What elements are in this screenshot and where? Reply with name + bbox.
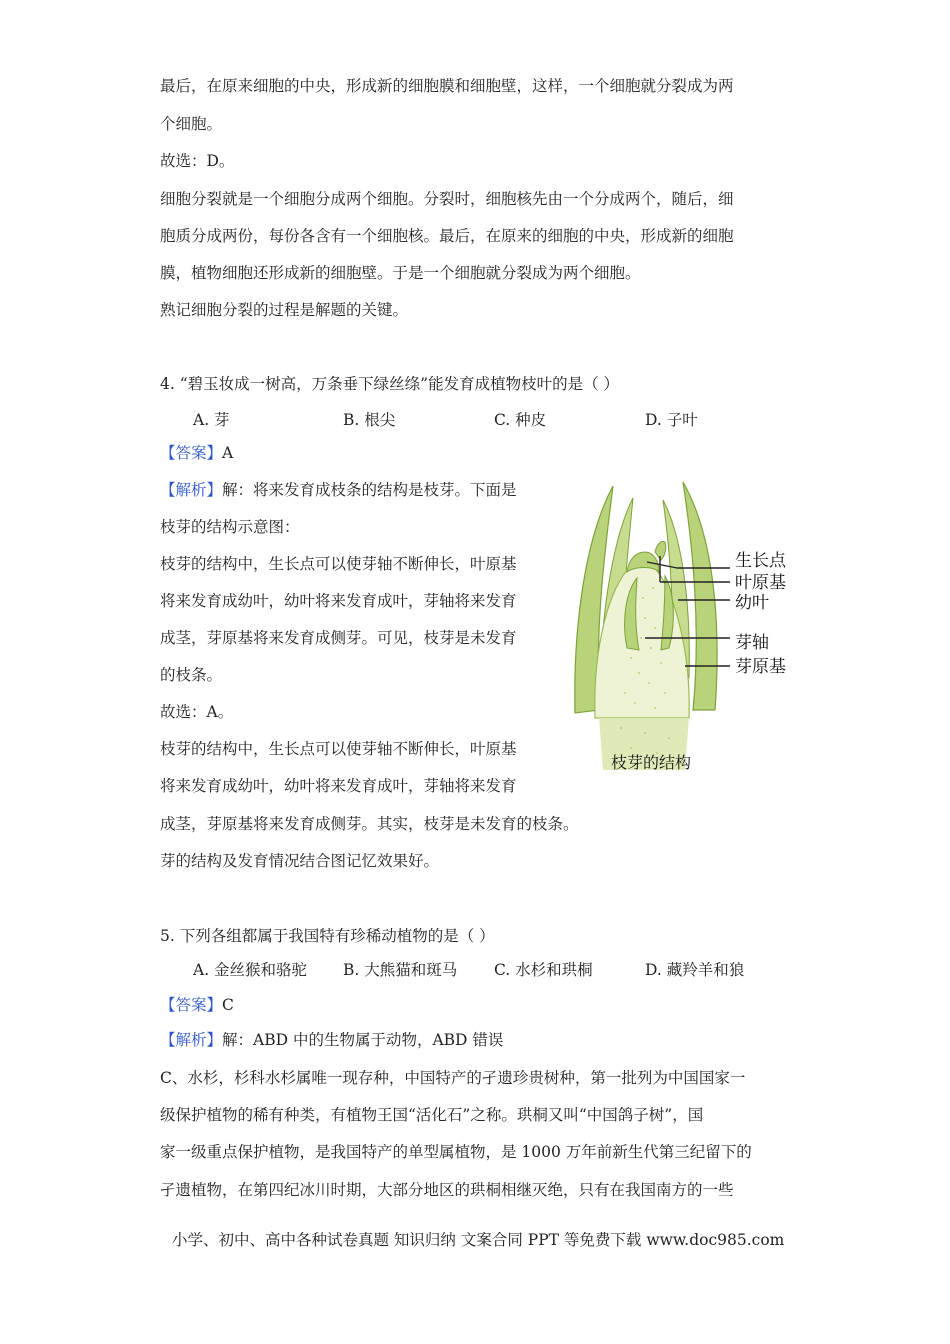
paragraph-line: 个细胞。 [160, 115, 223, 133]
question-5: 5. 下列各组都属于我国特有珍稀动植物的是（ ） [160, 927, 495, 945]
q5-option-b: B. 大熊猫和斑马 [343, 961, 458, 979]
q4-option-c: C. 种皮 [494, 411, 547, 429]
answer-value: C [222, 996, 234, 1014]
label-bud-primordium: 芽原基 [735, 657, 786, 677]
q4-comment-line: 成茎，芽原基将来发育成侧芽。其实，枝芽是未发育的枝条。 [160, 815, 579, 833]
label-leaf-primordium: 叶原基 [735, 573, 786, 593]
label-bud-axis: 芽轴 [735, 633, 769, 653]
bud-illustration [575, 482, 717, 770]
q5-answer [160, 995, 234, 1015]
answer-value: A [222, 444, 234, 462]
analysis-tag: 【解析】 [160, 1031, 223, 1049]
q4-analysis-line: 将来发育成幼叶，幼叶将来发育成叶，芽轴将来发育 [160, 592, 517, 610]
q5-analysis-line: 级保护植物的稀有种类，有植物王国“活化石”之称。珙桐又叫“中国鸽子树”，国 [160, 1106, 704, 1124]
q5-analysis-line: 孑遗植物，在第四纪冰川时期，大部分地区的珙桐相继灭绝，只有在我国南方的一些 [160, 1181, 734, 1199]
analysis-line: 膜，植物细胞还形成新的细胞壁。于是一个细胞就分裂成为两个细胞。 [160, 264, 641, 282]
q4-choice: 故选：A。 [160, 703, 234, 721]
analysis-line: 胞质分成两份，每份各含有一个细胞核。最后，在原来的细胞的中央，形成新的细胞 [160, 227, 734, 245]
q5-analysis-line: C、水杉，杉科水杉属唯一现存种，中国特产的孑遗珍贵树种，第一批列为中国国家一 [160, 1069, 746, 1087]
analysis-line: 细胞分裂就是一个细胞分成两个细胞。分裂时，细胞核先由一个分成两个，随后，细 [160, 190, 734, 208]
page-footer: 小学、初中、高中各种试卷真题 知识归纳 文案合同 PPT 等免费下载 www.doc985.com [172, 1231, 785, 1249]
question-4: 4. “碧玉妆成一树高，万条垂下绿丝绦”能发育成植物枝叶的是（ ） [160, 375, 619, 393]
q4-analysis-line: 成茎，芽原基将来发育成侧芽。可见，枝芽是未发育 [160, 629, 517, 647]
paragraph-line: 最后，在原来细胞的中央，形成新的细胞膜和细胞壁，这样，一个细胞就分裂成为两 [160, 77, 734, 95]
label-young-leaf: 幼叶 [735, 593, 769, 613]
q5-option-d: D. 藏羚羊和狼 [645, 961, 745, 979]
q4-option-b: B. 根尖 [343, 411, 396, 429]
choice-line: 故选：D。 [160, 152, 235, 170]
q4-analysis-line: 枝芽的结构中，生长点可以使芽轴不断伸长，叶原基 [160, 555, 517, 573]
q4-comment-line: 枝芽的结构中，生长点可以使芽轴不断伸长，叶原基 [160, 740, 517, 758]
analysis-tag: 【解析】 [160, 481, 223, 499]
q4-answer [160, 443, 233, 463]
comment-line: 熟记细胞分裂的过程是解题的关键。 [160, 301, 409, 319]
answer-tag: 【答案】 [160, 996, 223, 1014]
figure-caption: 枝芽的结构 [611, 753, 692, 772]
q5-analysis-line: 家一级重点保护植物，是我国特产的单型属植物，是 1000 万年前新生代第三纪留下的 [160, 1143, 752, 1161]
q4-analysis-line: 枝芽的结构示意图： [160, 518, 300, 536]
q5-option-c: C. 水杉和珙桐 [494, 961, 593, 979]
q4-analysis-line: 【解析】解：将来发育成枝条的结构是枝芽。下面是 [160, 481, 517, 499]
q4-comment-line: 芽的结构及发育情况结合图记忆效果好。 [160, 852, 440, 870]
q4-option-a: A. 芽 [193, 411, 230, 429]
q4-analysis-line: 的枝条。 [160, 666, 223, 684]
label-growing-point: 生长点 [735, 551, 786, 571]
q5-analysis-line: 【解析】解：ABD 中的生物属于动物，ABD 错误 [160, 1031, 504, 1049]
q4-option-d: D. 子叶 [645, 411, 698, 429]
q5-option-a: A. 金丝猴和骆驼 [193, 961, 308, 979]
q4-comment-line: 将来发育成幼叶，幼叶将来发育成叶，芽轴将来发育 [160, 777, 517, 795]
answer-tag: 【答案】 [160, 444, 223, 462]
bud-structure-figure [565, 478, 805, 778]
